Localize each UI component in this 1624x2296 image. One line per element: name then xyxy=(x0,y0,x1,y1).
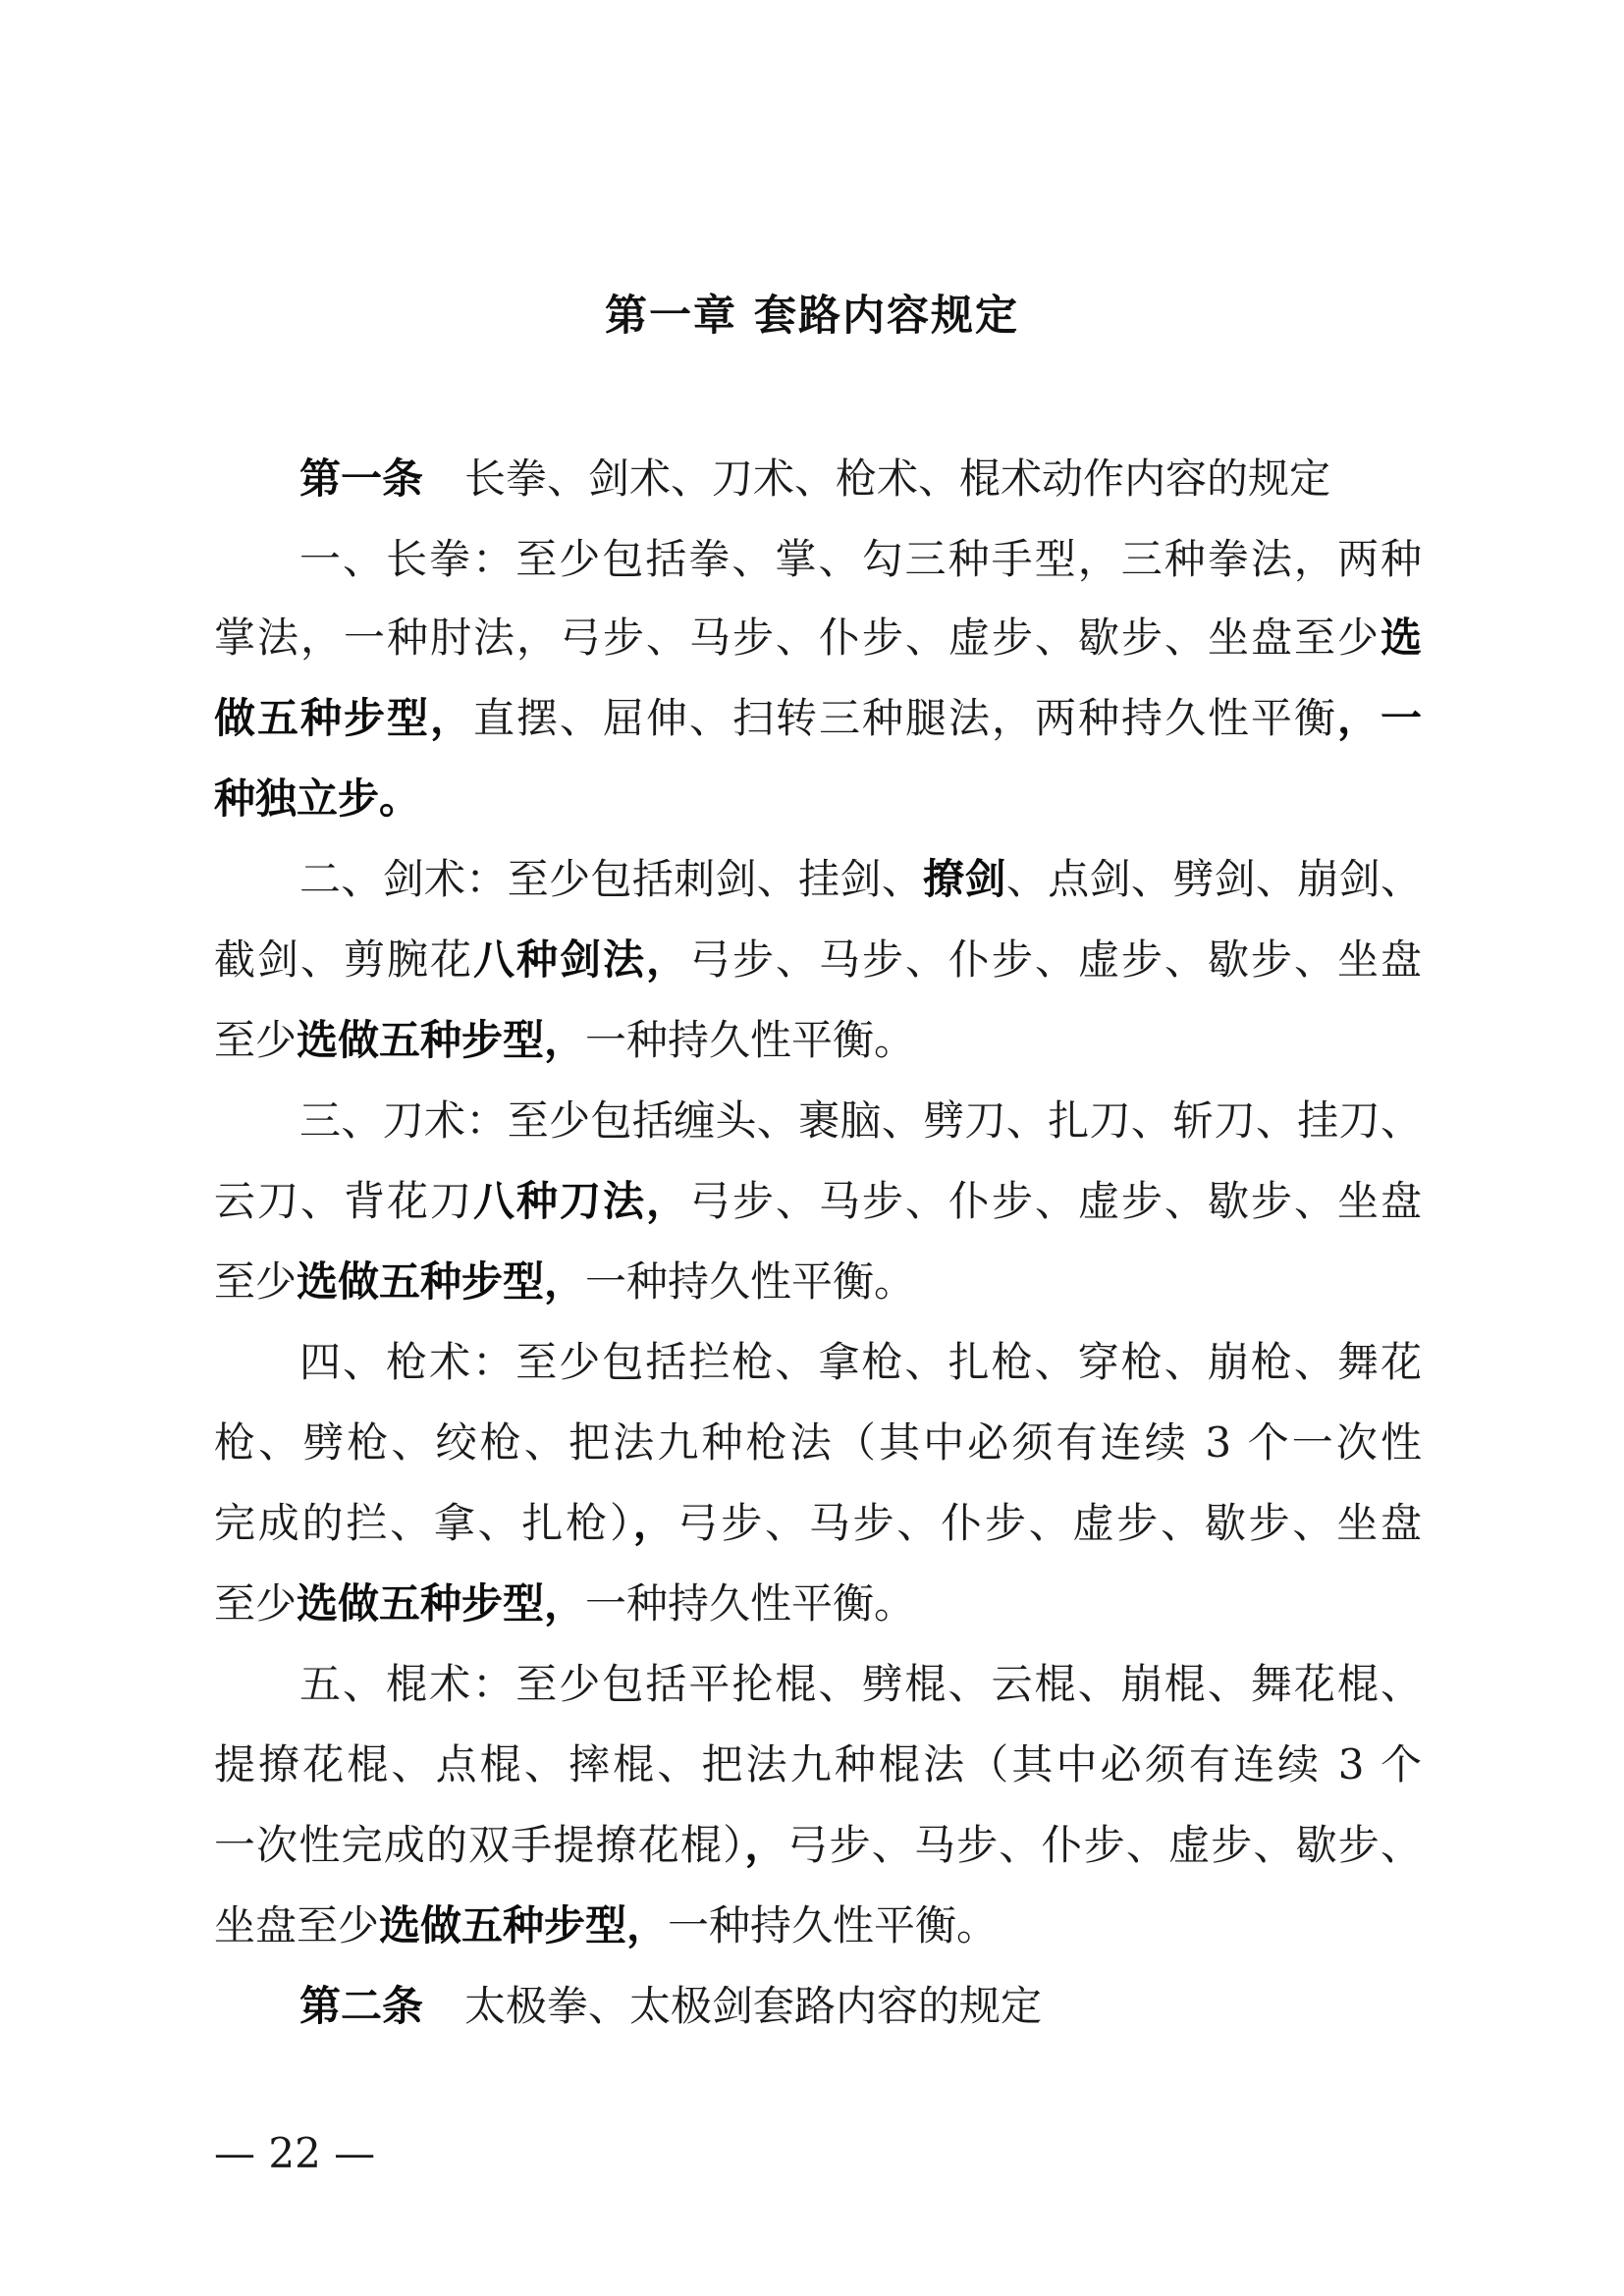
p4-line-4 xyxy=(214,1575,1422,1633)
p2-text-1a: 二、剑术：至少包括刺剑、挂剑、 xyxy=(299,855,924,903)
p2-line-2 xyxy=(214,931,1422,989)
p4-bold-3b: ， xyxy=(632,1499,677,1547)
p5-bold-3b: ， xyxy=(744,1821,787,1869)
p4-text-2: 枪、劈枪、绞枪、把法九种枪法（其中必须有连续 3 个一次性 xyxy=(214,1418,1422,1467)
p4-text-4a: 至少 xyxy=(214,1579,298,1628)
p3-line-2 xyxy=(214,1172,1422,1231)
p3-text-2c: 弓步、马步、仆步、虚步、歇步、坐盘 xyxy=(689,1177,1422,1225)
p5-text-4a: 坐盘至少 xyxy=(214,1901,380,1949)
p3-text-2a: 云刀、背花刀 xyxy=(214,1177,473,1225)
p5-text-1: 五、棍术：至少包括平抡棍、劈棍、云棍、崩棍、舞花棍、 xyxy=(299,1660,1422,1708)
page-number: — 22 — xyxy=(214,2129,376,2177)
p4-text-1: 四、枪术：至少包括拦枪、拿枪、扎枪、穿枪、崩枪、舞花 xyxy=(299,1338,1422,1386)
p4-line-2 xyxy=(214,1414,1422,1472)
p3-text-1: 三、刀术：至少包括缠头、裹脑、劈刀、扎刀、斩刀、挂刀、 xyxy=(299,1096,1422,1145)
p2-bold-2b: 八种剑法， xyxy=(473,935,689,984)
article-2-title: 太极拳、太极剑套路内容的规定 xyxy=(464,1982,1043,2030)
p3-bold-3b: 选做五种步型， xyxy=(297,1257,586,1306)
p2-line-1 xyxy=(299,850,1422,909)
p1-line-4 xyxy=(214,770,1422,828)
article-1-label: 第一条 xyxy=(299,454,424,503)
article-2-label: 第二条 xyxy=(299,1982,424,2030)
p5-text-4c: 一种持久性平衡。 xyxy=(668,1901,999,1949)
p4-line-1 xyxy=(299,1333,1422,1392)
p3-line-3 xyxy=(214,1253,1422,1311)
p2-text-2a: 截剑、剪腕花 xyxy=(214,935,473,984)
p5-line-3 xyxy=(214,1816,1422,1875)
article-1-heading-line xyxy=(299,450,1422,508)
p1-bold-3c: ，一 xyxy=(1336,694,1422,742)
p5-line-4 xyxy=(214,1896,1422,1955)
p1-bold-2b: 选 xyxy=(1380,614,1422,662)
p4-bold-4b: 选做五种步型， xyxy=(297,1579,586,1628)
p1-text-2a: 掌法，一种肘法，弓步、马步、仆步、虚步、歇步、坐盘至少 xyxy=(214,614,1380,662)
p2-text-1c: 、点剑、劈剑、崩剑、 xyxy=(1005,855,1422,903)
p2-text-2c: 弓步、马步、仆步、虚步、歇步、坐盘 xyxy=(689,935,1422,984)
p1-bold-4: 种独立步。 xyxy=(214,774,421,823)
p3-text-3c: 一种持久性平衡。 xyxy=(585,1257,916,1306)
p3-bold-2b: 八种刀法， xyxy=(473,1177,689,1225)
article-2-heading-line xyxy=(299,1977,1422,2036)
p5-line-2 xyxy=(214,1735,1422,1794)
p2-text-3a: 至少 xyxy=(214,1016,298,1064)
article-1-title: 长拳、剑术、刀术、枪术、棍术动作内容的规定 xyxy=(464,454,1331,503)
p1-text-1: 一、长拳：至少包括拳、掌、勾三种手型，三种拳法，两种 xyxy=(299,535,1422,583)
p5-text-2: 提撩花棍、点棍、摔棍、把法九种棍法（其中必须有连续 3 个 xyxy=(214,1740,1422,1789)
p5-bold-4b: 选做五种步型， xyxy=(379,1901,669,1949)
p4-text-3c: 弓步、马步、仆步、虚步、歇步、坐盘 xyxy=(677,1499,1422,1547)
p4-text-4c: 一种持久性平衡。 xyxy=(585,1579,916,1628)
p5-text-3a: 一次性完成的双手提撩花棍） xyxy=(214,1821,745,1869)
p1-bold-3a: 做五种步型， xyxy=(214,694,473,742)
p4-text-3a: 完成的拦、拿、扎枪） xyxy=(214,1499,633,1547)
p1-line-1 xyxy=(299,530,1422,589)
p4-line-3 xyxy=(214,1494,1422,1553)
p5-line-1 xyxy=(299,1655,1422,1714)
p1-line-2 xyxy=(214,609,1422,667)
chapter-title: 第一章 套路内容规定 xyxy=(605,292,1019,341)
p2-bold-3b: 选做五种步型， xyxy=(297,1016,586,1064)
p1-text-3b: 直摆、屈伸、扫转三种腿法，两种持久性平衡 xyxy=(473,694,1337,742)
p2-line-3 xyxy=(214,1011,1422,1070)
p3-text-3a: 至少 xyxy=(214,1257,298,1306)
p3-line-1 xyxy=(299,1092,1422,1150)
p2-bold-1b: 撩剑 xyxy=(923,855,1006,903)
p5-text-3c: 弓步、马步、仆步、虚步、歇步、 xyxy=(786,1821,1422,1869)
p2-text-3c: 一种持久性平衡。 xyxy=(585,1016,916,1064)
p1-line-3 xyxy=(214,689,1422,748)
